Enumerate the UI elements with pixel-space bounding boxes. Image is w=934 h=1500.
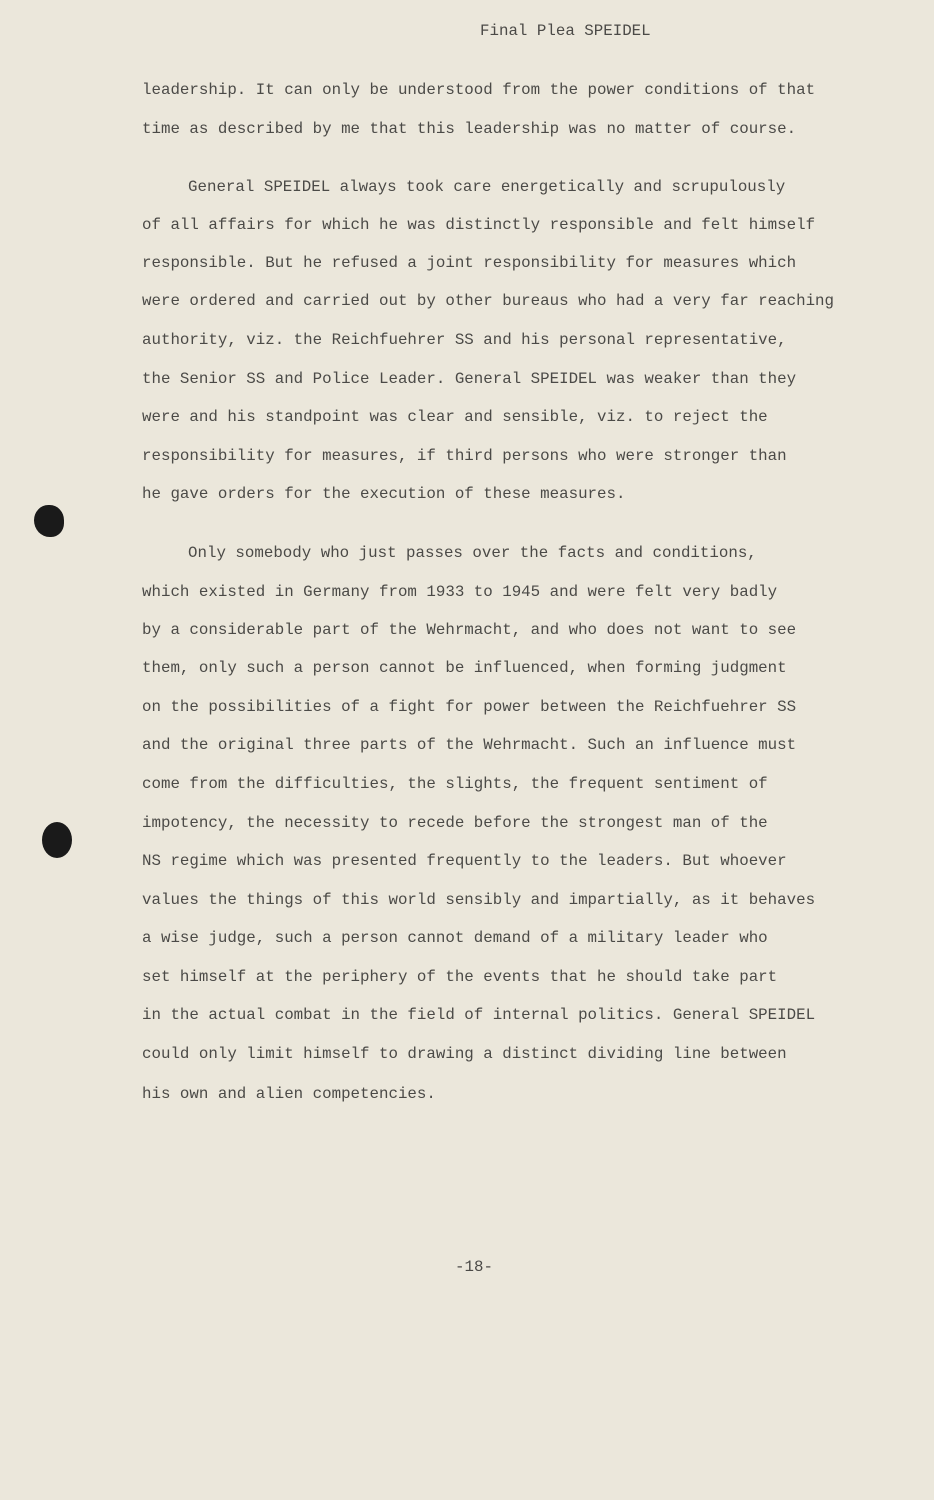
text-line: General SPEIDEL always took care energetically and scrupulously [188,178,786,196]
text-line: them, only such a person cannot be influenced, when forming judgment [142,659,787,677]
text-line: set himself at the periphery of the events that he should take part [142,968,778,986]
text-line: a wise judge, such a person cannot demand of a military leader who [142,929,768,947]
text-line: his own and alien competencies. [142,1085,436,1103]
punch-hole-mark [42,822,72,858]
text-line: values the things of this world sensibly and impartially, as it behaves [142,891,816,909]
punch-hole-mark [34,505,64,537]
page-number: -18- [455,1258,493,1276]
text-line: which existed in Germany from 1933 to 1945 and were felt very badly [142,583,778,601]
text-line: leadership. It can only be understood from the power conditions of that [142,81,816,99]
text-line: time as described by me that this leadership was no matter of course. [142,120,797,138]
text-line: responsibility for measures, if third persons who were stronger than [142,447,787,465]
text-line: by a considerable part of the Wehrmacht, and who does not want to see [142,621,797,639]
text-line: he gave orders for the execution of these measures. [142,485,626,503]
text-line: come from the difficulties, the slights, the frequent sentiment of [142,775,768,793]
text-line: in the actual combat in the field of internal politics. General SPEIDEL [142,1006,816,1024]
text-line: impotency, the necessity to recede before the strongest man of the [142,814,768,832]
text-line: authority, viz. the Reichfuehrer SS and his personal representative, [142,331,787,349]
text-line: of all affairs for which he was distinctly responsible and felt himself [142,216,816,234]
page-header: Final Plea SPEIDEL [480,22,651,40]
text-line: were and his standpoint was clear and sensible, viz. to reject the [142,408,768,426]
text-line: and the original three parts of the Wehrmacht. Such an influence must [142,736,797,754]
text-line: on the possibilities of a fight for power between the Reichfuehrer SS [142,698,797,716]
text-line: the Senior SS and Police Leader. General SPEIDEL was weaker than they [142,370,797,388]
text-line: responsible. But he refused a joint responsibility for measures which [142,254,797,272]
text-line: Only somebody who just passes over the facts and conditions, [188,544,757,562]
text-line: were ordered and carried out by other bureaus who had a very far reaching [142,292,835,310]
text-line: could only limit himself to drawing a distinct dividing line between [142,1045,787,1063]
text-line: NS regime which was presented frequently to the leaders. But whoever [142,852,787,870]
